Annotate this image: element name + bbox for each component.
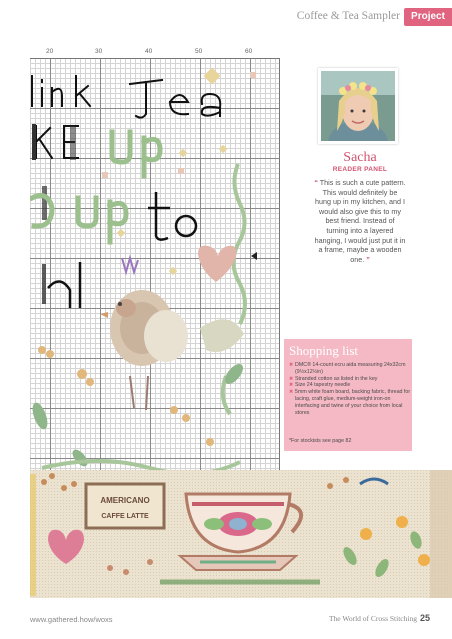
shopping-list-item: ✖ DMC® 14-count ecru aida measuring 24x32cm (9½x12½in) (289, 362, 411, 376)
shopping-list-title: Shopping list (289, 343, 358, 358)
page-number: 25 (419, 613, 430, 623)
section-title: Coffee & Tea Sampler (296, 10, 400, 22)
chart-column-number: 30 (95, 48, 103, 55)
reader-role: READER PANEL (332, 166, 388, 173)
reader-name: Sacha (343, 150, 377, 165)
quote-close-icon: ” (366, 254, 370, 264)
sign-line-2: CAFFE LATTE (101, 513, 149, 520)
shopping-list-item: ✖ Stranded cotton as listed in the key (289, 376, 411, 383)
chart-centre-arrow-icon (251, 252, 257, 260)
reader-quote (314, 178, 406, 264)
footer-magazine-name: The World of Cross Stitching (328, 614, 417, 623)
reader-portrait-image (321, 71, 395, 141)
reader-quote-text: This is such a cute pattern. This would definitely be hung up in my kitchen, and I would also give this to my best friend. Instead of turning into a layered hanging, I would just put it in a frame, maybe a wooden one. (314, 178, 406, 264)
project-tag: Project (404, 8, 452, 26)
reader-photo (318, 68, 398, 144)
chart-column-number: 20 (46, 48, 54, 55)
chart-column-number: 60 (245, 48, 253, 55)
chart-column-number: 40 (145, 48, 153, 55)
shopping-list-item: ✖ 5mm white foam board, backing fabric, thread for lacing, craft glue, medium-weight iron-on interfacing and twine of your choice from local stores (289, 389, 411, 416)
stitched-sampler-photo (30, 470, 452, 598)
shopping-list (289, 362, 411, 416)
sign-line-1: AMERICANO (100, 496, 150, 505)
chart-artwork (30, 58, 280, 478)
quote-open-icon: “ (314, 178, 318, 187)
cross-stitch-chart (30, 58, 280, 478)
footer-url: www.gathered.how/woxs (30, 615, 113, 624)
footer-magazine (329, 613, 430, 623)
stitched-photo-strip (30, 470, 452, 598)
chart-column-number: 50 (195, 48, 203, 55)
shopping-list-item: ✖ Size 24 tapestry needle (289, 382, 411, 389)
stockists-note: *For stockists see page 82 (289, 438, 352, 444)
